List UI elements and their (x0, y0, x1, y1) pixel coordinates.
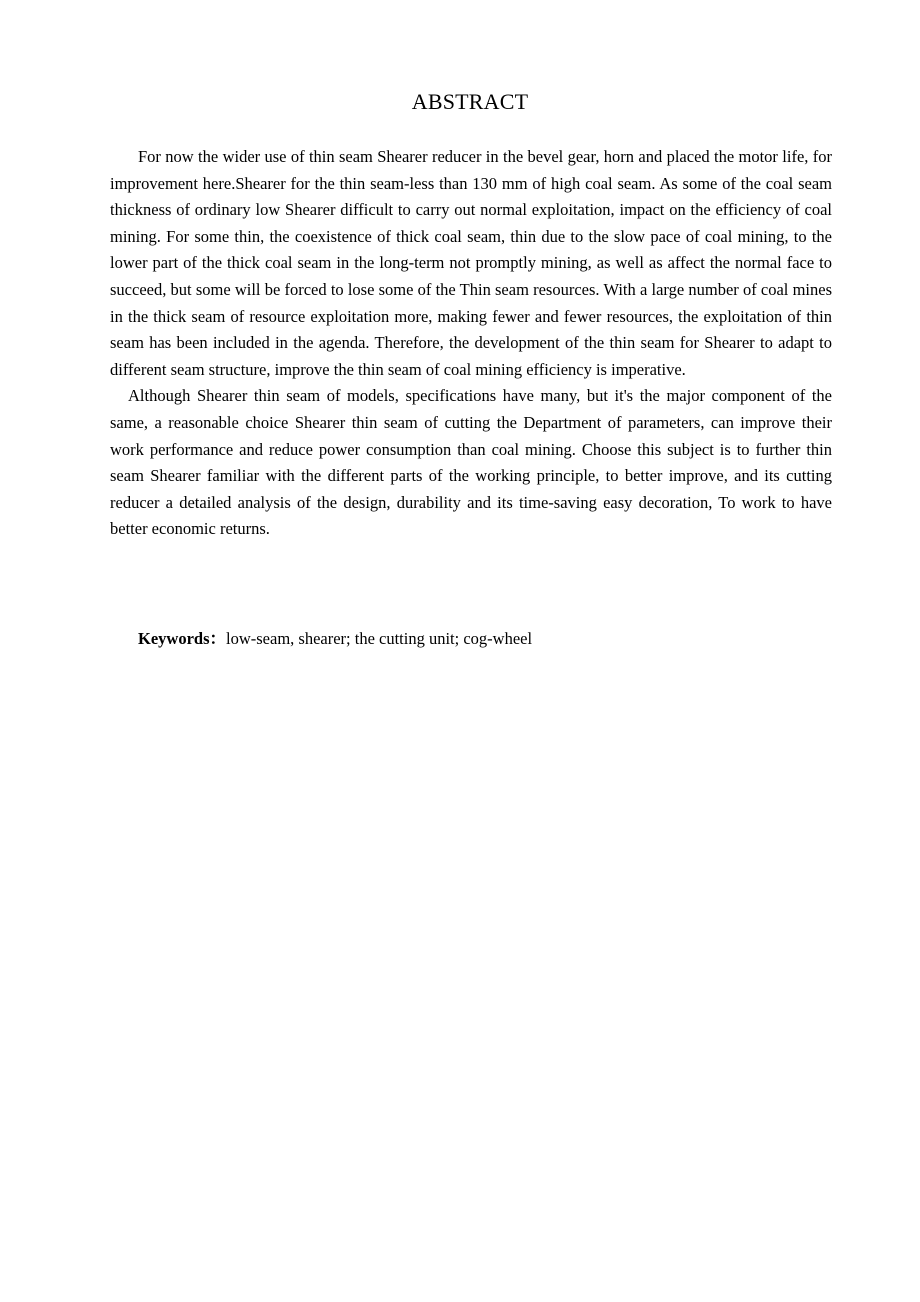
abstract-paragraph-1: For now the wider use of thin seam Shearer reducer in the bevel gear, horn and placed the motor life, for improvement here.Shearer for the thin seam-less than 130 mm of high coal seam. As some of the coal seam thickness of ordinary low Shearer difficult to carry out normal exploitation, impact on the efficiency of coal mining. For some thin, the coexistence of thick coal seam, thin due to the slow pace of coal mining, to the lower part of the thick coal seam in the long-term not promptly mining, as well as affect the normal face to succeed, but some will be forced to lose some of the Thin seam resources. With a large number of coal mines in the thick seam of resource exploitation more, making fewer and fewer resources, the exploitation of thin seam has been included in the agenda. Therefore, the development of the thin seam for Shearer to adapt to different seam structure, improve the thin seam of coal mining efficiency is imperative. (110, 147, 832, 379)
keywords-label: Keywords： (138, 629, 226, 648)
keywords-value: low-seam, shearer; the cutting unit; cog-wheel (226, 629, 533, 648)
abstract-paragraph-2: Although Shearer thin seam of models, specifications have many, but it's the major component of the same, a reasonable choice Shearer thin seam of cutting the Department of parameters, can improve their work performance and reduce power consumption than coal mining. Choose this subject is to further thin seam Shearer familiar with the different parts of the working principle, to better improve, and its cutting reducer a detailed analysis of the design, durability and its time-saving easy decoration, To work to have better economic returns. (110, 386, 832, 539)
abstract-title: ABSTRACT (411, 89, 529, 114)
abstract-body (110, 144, 832, 543)
keywords-line (138, 626, 532, 652)
